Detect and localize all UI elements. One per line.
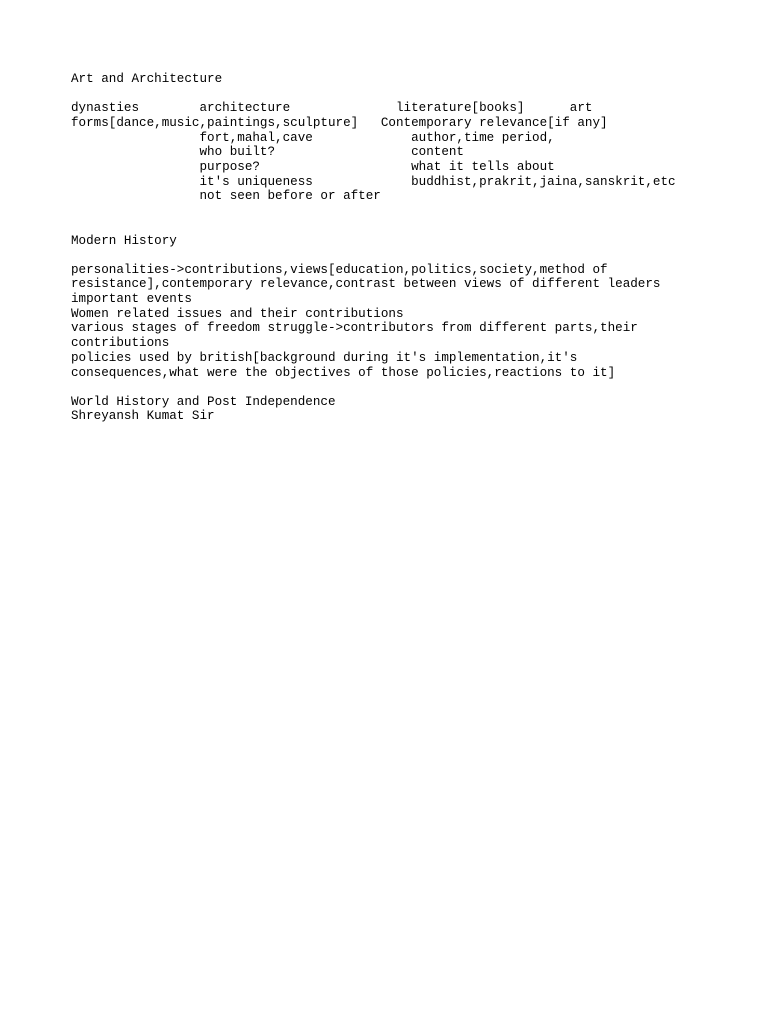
section-heading-art-architecture: Art and Architecture (71, 72, 223, 86)
text-line: contributions (71, 336, 170, 350)
text-line: Women related issues and their contributions (71, 307, 404, 321)
text-line: consequences,what were the objectives of those policies,reactions to it] (71, 366, 616, 380)
text-line: forms[dance,music,paintings,sculpture] Contemporary relevance[if any] (71, 116, 608, 130)
text-line: purpose? what it tells about (71, 160, 555, 174)
section-heading-world-history: World History and Post Independence (71, 395, 336, 409)
text-line: dynasties architecture literature[books] art (71, 101, 593, 115)
text-line: important events (71, 292, 192, 306)
text-line: resistance],contemporary relevance,contrast between views of different leaders (71, 277, 661, 291)
text-line: various stages of freedom struggle->contributors from different parts,their (71, 321, 638, 335)
text-line: Shreyansh Kumat Sir (71, 409, 215, 423)
text-line: who built? content (71, 145, 464, 159)
text-line: personalities->contributions,views[education,politics,society,method of (71, 263, 608, 277)
text-line: it's uniqueness buddhist,prakrit,jaina,sanskrit,etc (71, 175, 676, 189)
text-line: fort,mahal,cave author,time period, (71, 131, 555, 145)
text-line: not seen before or after (71, 189, 381, 203)
section-heading-modern-history: Modern History (71, 234, 177, 248)
text-line: policies used by british[background during it's implementation,it's (71, 351, 578, 365)
